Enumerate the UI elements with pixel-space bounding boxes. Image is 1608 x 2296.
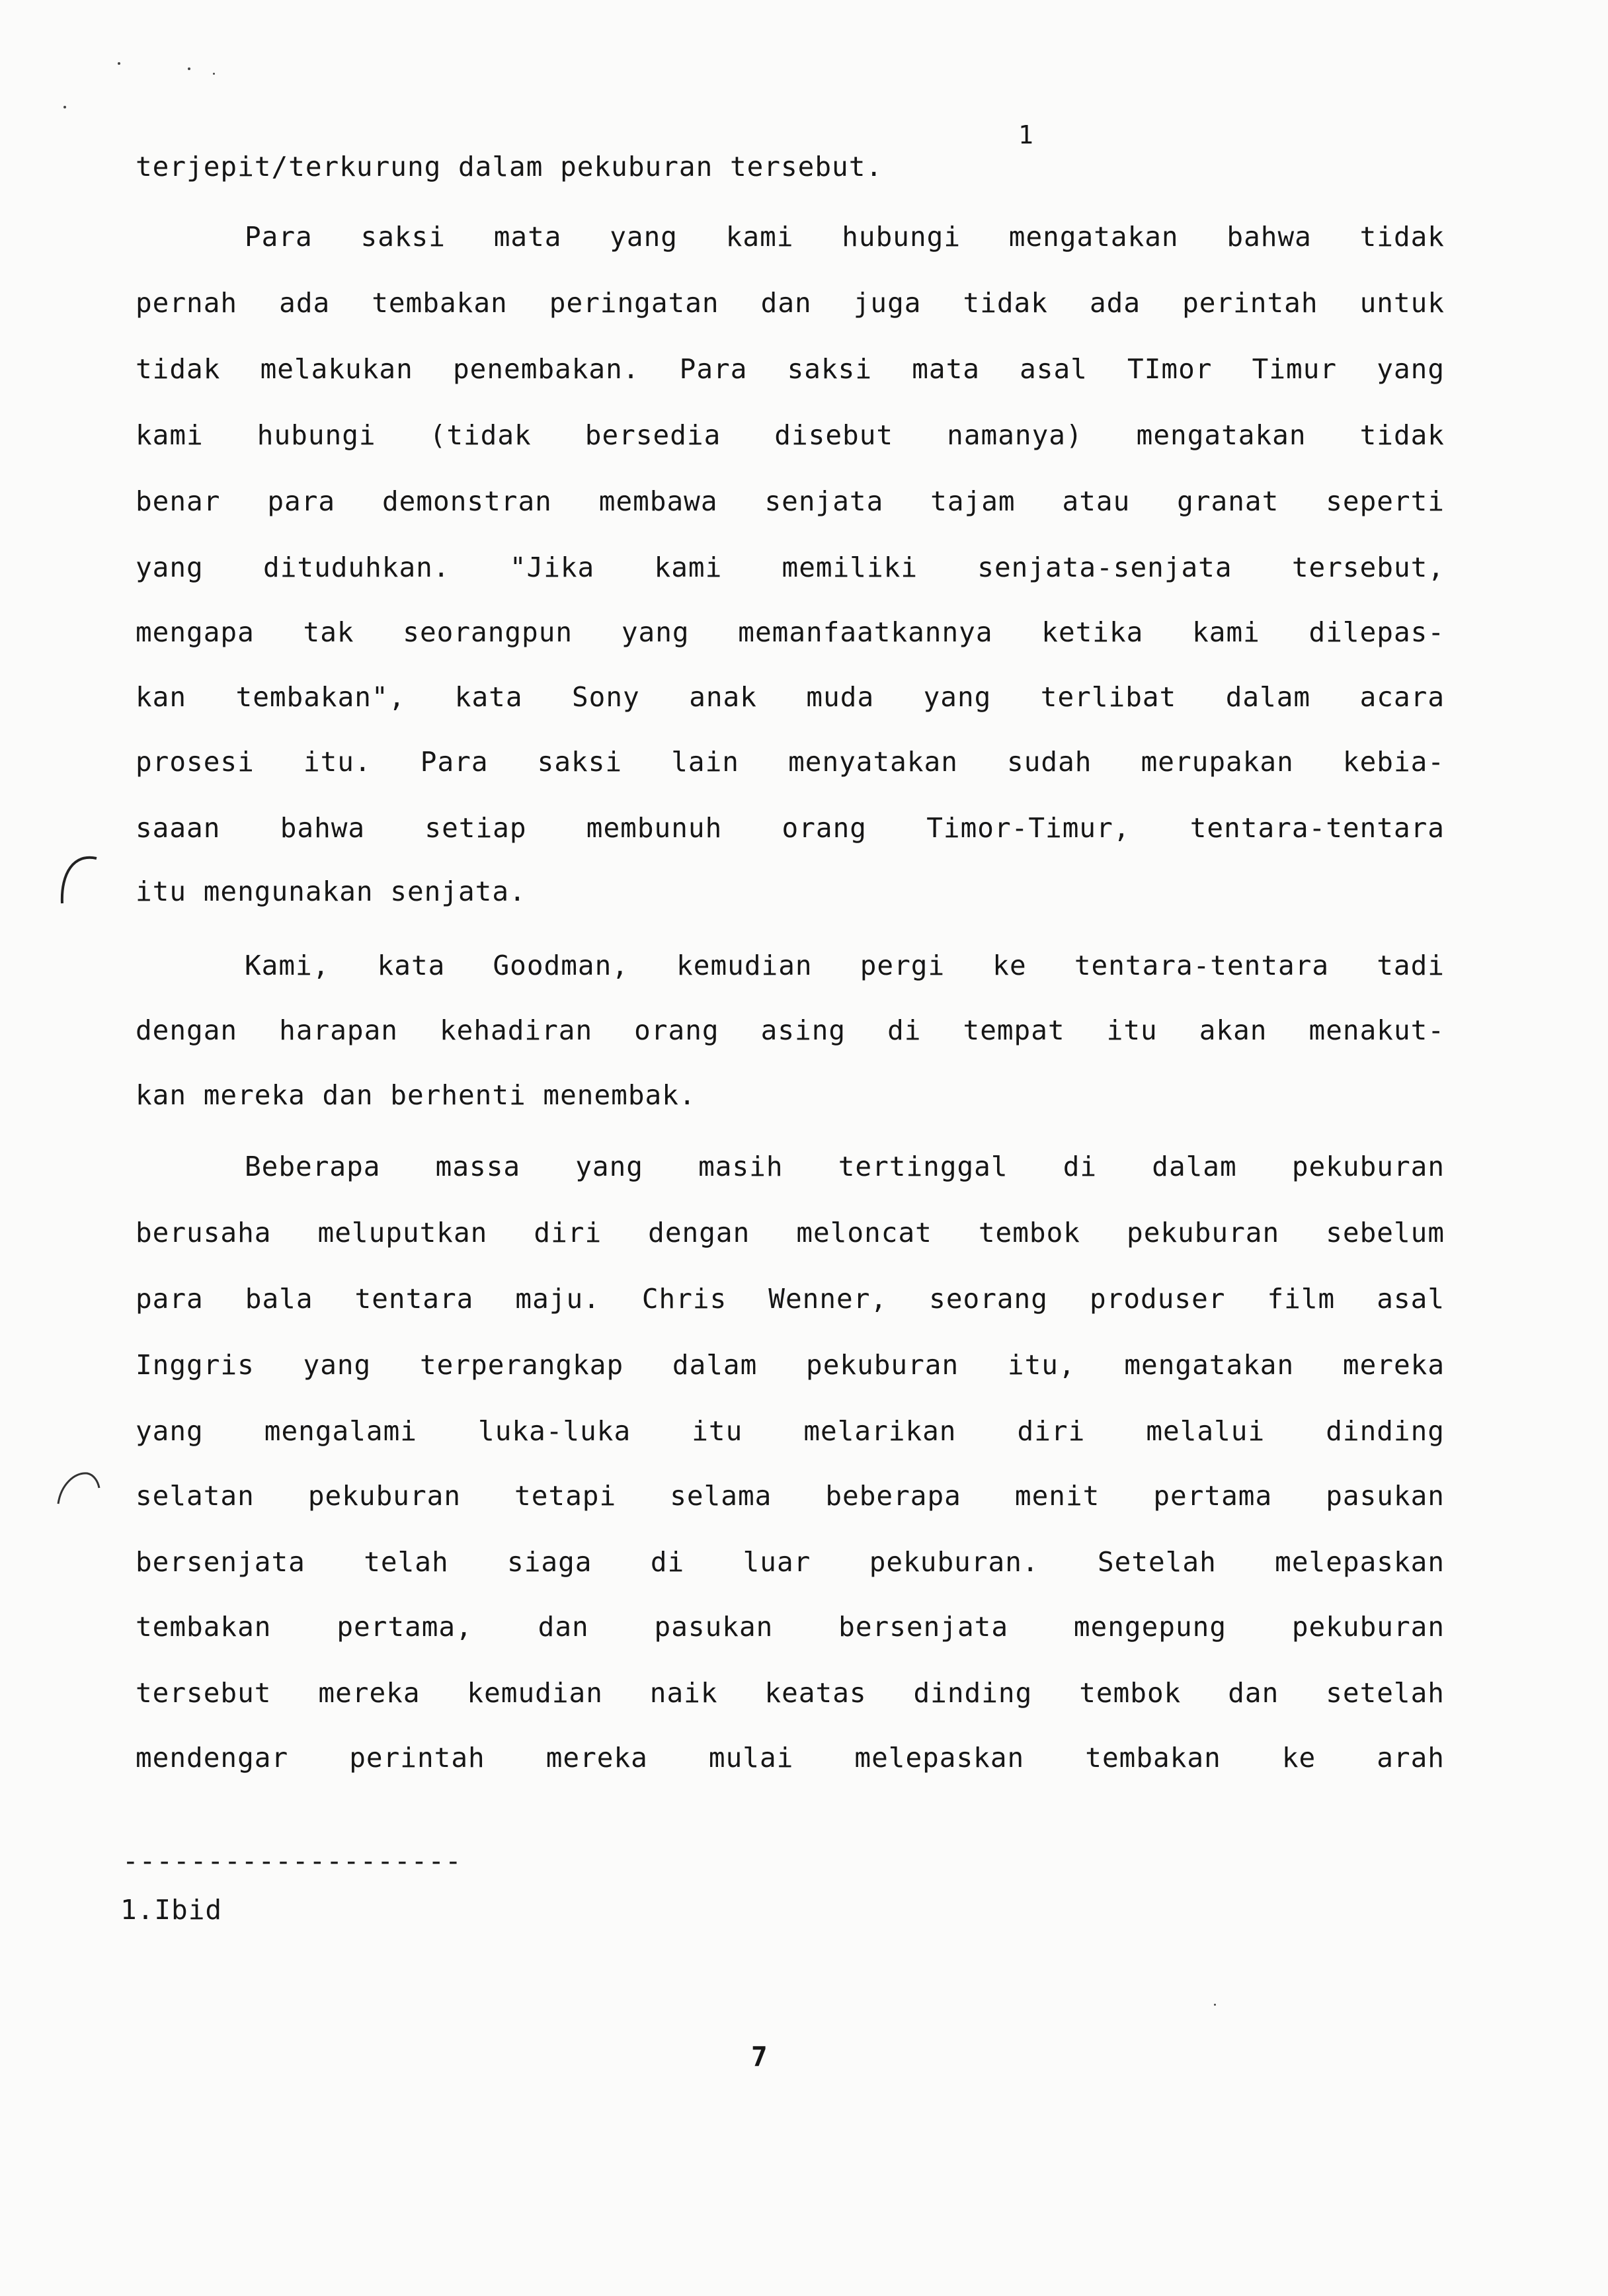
footnote-marker: 1 bbox=[1018, 120, 1034, 149]
scan-speck bbox=[188, 67, 190, 70]
text-line: kan mereka dan berhenti menembak. bbox=[136, 1079, 696, 1111]
text-line: Beberapa massa yang masih tertinggal di dalam pekuburan bbox=[245, 1151, 1445, 1182]
scan-speck bbox=[118, 62, 120, 65]
text-line: bersenjata telah siaga di luar pekuburan. Setelah melepaskan bbox=[136, 1546, 1445, 1578]
text-line: pernah ada tembakan peringatan dan juga tidak ada perintah untuk bbox=[136, 287, 1445, 319]
text-line: tidak melakukan penembakan. Para saksi mata asal TImor Timur yang bbox=[136, 353, 1445, 385]
footnote: 1.Ibid bbox=[120, 1894, 223, 1926]
text-line: dengan harapan kehadiran orang asing di tempat itu akan menakut- bbox=[136, 1014, 1445, 1046]
text-line: yang mengalami luka-luka itu melarikan diri melalui dinding bbox=[136, 1415, 1445, 1447]
text-line: terjepit/terkurung dalam pekuburan tersebut. bbox=[136, 151, 883, 183]
text-line: benar para demonstran membawa senjata tajam atau granat seperti bbox=[136, 485, 1445, 517]
text-line: Kami, kata Goodman, kemudian pergi ke tentara-tentara tadi bbox=[245, 950, 1445, 981]
text-line: prosesi itu. Para saksi lain menyatakan sudah merupakan kebia- bbox=[136, 746, 1445, 778]
binding-hole-arc bbox=[56, 846, 102, 906]
text-line: mengapa tak seorangpun yang memanfaatkannya ketika kami dilepas- bbox=[136, 616, 1445, 648]
text-line: Inggris yang terperangkap dalam pekuburan itu, mengatakan mereka bbox=[136, 1349, 1445, 1381]
text-line: tersebut mereka kemudian naik keatas dinding tembok dan setelah bbox=[136, 1677, 1445, 1709]
text-line: para bala tentara maju. Chris Wenner, seorang produser film asal bbox=[136, 1283, 1445, 1315]
text-line: Para saksi mata yang kami hubungi mengatakan bahwa tidak bbox=[245, 221, 1445, 253]
page-number: 7 bbox=[751, 2041, 768, 2072]
scan-speck bbox=[213, 73, 215, 75]
text-line: yang dituduhkan. "Jika kami memiliki senjata-senjata tersebut, bbox=[136, 552, 1445, 583]
text-line: mendengar perintah mereka mulai melepaskan tembakan ke arah bbox=[136, 1742, 1445, 1774]
scan-speck bbox=[1214, 2004, 1216, 2006]
text-line: kami hubungi (tidak bersedia disebut namanya) mengatakan tidak bbox=[136, 419, 1445, 451]
footnote-separator: -------------------- bbox=[122, 1845, 462, 1877]
text-line: berusaha meluputkan diri dengan meloncat tembok pekuburan sebelum bbox=[136, 1217, 1445, 1249]
text-line: tembakan pertama, dan pasukan bersenjata mengepung pekuburan bbox=[136, 1611, 1445, 1643]
text-line: selatan pekuburan tetapi selama beberapa menit pertama pasukan bbox=[136, 1480, 1445, 1512]
binding-hole-arc bbox=[53, 1467, 106, 1506]
text-line: kan tembakan", kata Sony anak muda yang terlibat dalam acara bbox=[136, 681, 1445, 713]
text-line: itu mengunakan senjata. bbox=[136, 876, 526, 907]
text-line: saaan bahwa setiap membunuh orang Timor-Timur, tentara-tentara bbox=[136, 812, 1445, 844]
scan-speck bbox=[63, 106, 66, 108]
